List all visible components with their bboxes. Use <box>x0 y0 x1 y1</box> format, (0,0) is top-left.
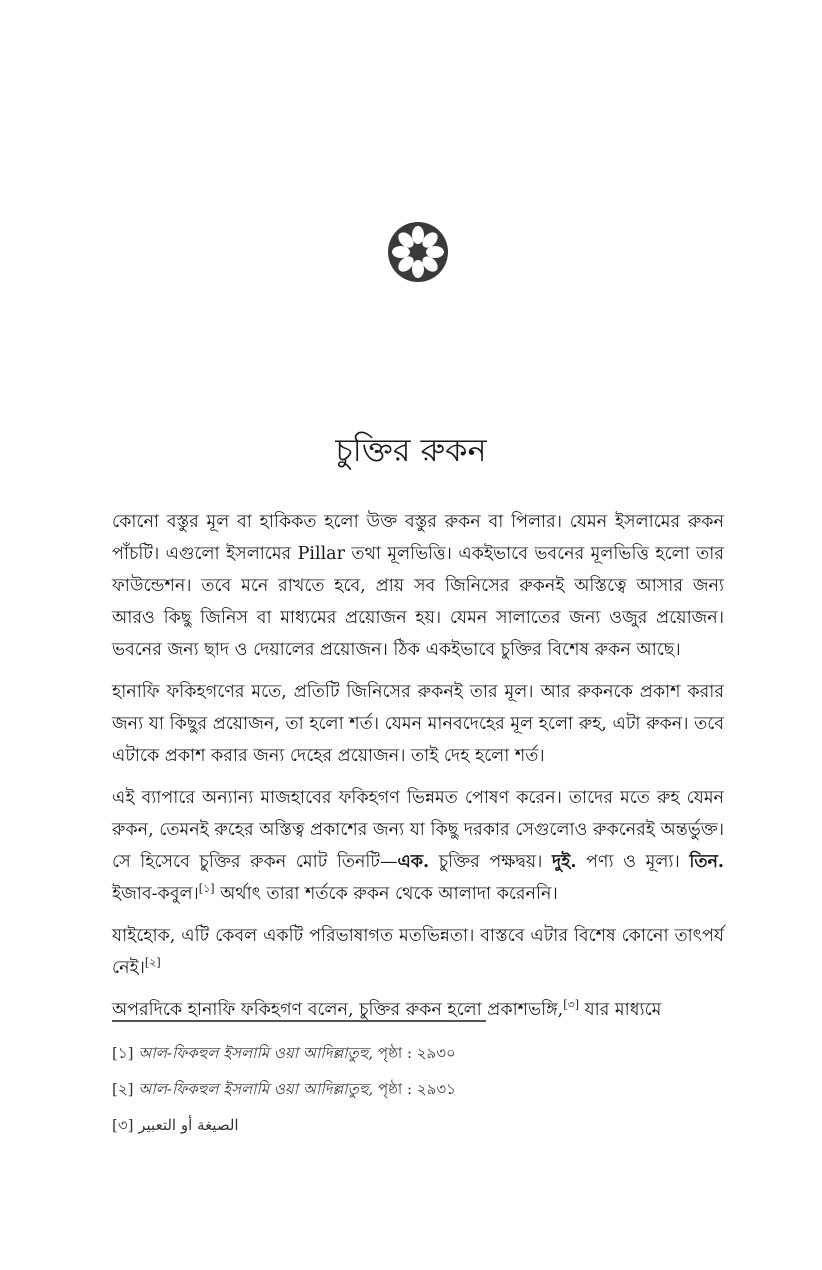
paragraph-4-text: যাইহোক, এটি কেবল একটি পরিভাষাগত মতভিন্নতা। বাস্তবে এটার বিশেষ কোনো তাৎপর্য নেই। <box>112 926 724 978</box>
body-text <box>112 506 724 1036</box>
paragraph-1: কোনো বস্তুর মূল বা হাকিকত হলো উক্ত বস্তুর রুকন বা পিলার। যেমন ইসলামের রুকন পাঁচটি। এগুলো ইসলামের Pillar তথা মূলভিত্তি। একইভাবে ভবনের মূলভিত্তি হলো তার ফাউন্ডেশন। তবে মনে রাখতে হবে, প্রায় সব জিনিসের রুকনই অস্তিত্বে আসার জন্য আরও কিছু জিনিস বা মাধ্যমের প্রয়োজন হয়। যেমন সালাতের জন্য ওজুর প্রয়োজন। ভবনের জন্য ছাদ ও দেয়ালের প্রয়োজন। ঠিক একইভাবে চুক্তির বিশেষ রুকন আছে। <box>112 512 725 660</box>
footnote-arabic-text: الصيغة أو التعبير <box>138 1116 239 1134</box>
paragraph-3 <box>112 782 724 910</box>
paragraph-3-text-d: পণ্য ও মূল্য। <box>576 852 690 872</box>
footnote-number: [৩] <box>112 1116 134 1134</box>
list-marker-one: এক. <box>397 852 430 872</box>
footnote-page: পৃষ্ঠা : ২৯৩০ <box>373 1044 456 1062</box>
paragraph-5-text-a: অপরদিকে হানাফি ফকিহগণ বলেন, চুক্তির রুকন হলো প্রকাশভঙ্গি, <box>112 1000 564 1020</box>
paragraph-3-text-f: অর্থাৎ তারা শর্তকে রুকন থেকে আলাদা করেননি। <box>214 884 558 904</box>
footnote-number: [১] <box>112 1044 134 1062</box>
paragraph-5-text-b: যার মাধ্যমে <box>579 1000 662 1020</box>
footnote-ref-1[interactable]: [১] <box>198 882 215 896</box>
list-marker-three: তিন. <box>689 852 725 872</box>
footnote-ref-2[interactable]: [২] <box>144 956 161 970</box>
footnote-page: পৃষ্ঠা : ২৯৩১ <box>373 1080 456 1098</box>
list-marker-two: দুই. <box>552 852 577 872</box>
footnote-source: আল-ফিকহুল ইসলামি ওয়া আদিল্লাতুহু, <box>138 1080 374 1098</box>
paragraph-3-text-e: ইজাব-কবুল। <box>112 884 199 904</box>
footnote-source: আল-ফিকহুল ইসলামি ওয়া আদিল্লাতুহু, <box>138 1044 374 1062</box>
footnote-divider <box>112 1020 486 1022</box>
footnote-3 <box>112 1114 724 1136</box>
flower-ornament-icon <box>386 220 450 284</box>
footnote-number: [২] <box>112 1080 134 1098</box>
footnote-ref-3[interactable]: [৩] <box>563 998 579 1012</box>
footnote-2 <box>112 1078 724 1100</box>
chapter-title: চুক্তির রুকন <box>335 431 487 469</box>
footnote-1 <box>112 1042 724 1064</box>
footnotes <box>112 1042 724 1150</box>
paragraph-3-text-c: চুক্তির পক্ষদ্বয়। <box>429 852 553 872</box>
paragraph-3-text-a: এই ব্যাপারে অন্যান্য মাজহাবের ফকিহগণ ভিন্নমত পোষণ করেন। তাদের মতে রুহ যেমন রুকন, তেমনই রুহের অস্তিত্ব প্রকাশের জন্য যা কিছু দরকার সেগুলোও রুকনেরই অন্তর্ভুক্ত। সে হিসেবে চুক্তির রুকন মোট তিনটি— <box>112 788 724 872</box>
paragraph-4 <box>112 920 724 984</box>
paragraph-2: হানাফি ফকিহগণের মতে, প্রতিটি জিনিসের রুকনই তার মূল। আর রুকনকে প্রকাশ করার জন্য যা কিছুর প্রয়োজন, তা হলো শর্ত। যেমন মানবদেহের মূল হলো রুহ, এটা রুকন। তবে এটাকে প্রকাশ করার জন্য দেহের প্রয়োজন। তাই দেহ হলো শর্ত। <box>112 682 724 766</box>
